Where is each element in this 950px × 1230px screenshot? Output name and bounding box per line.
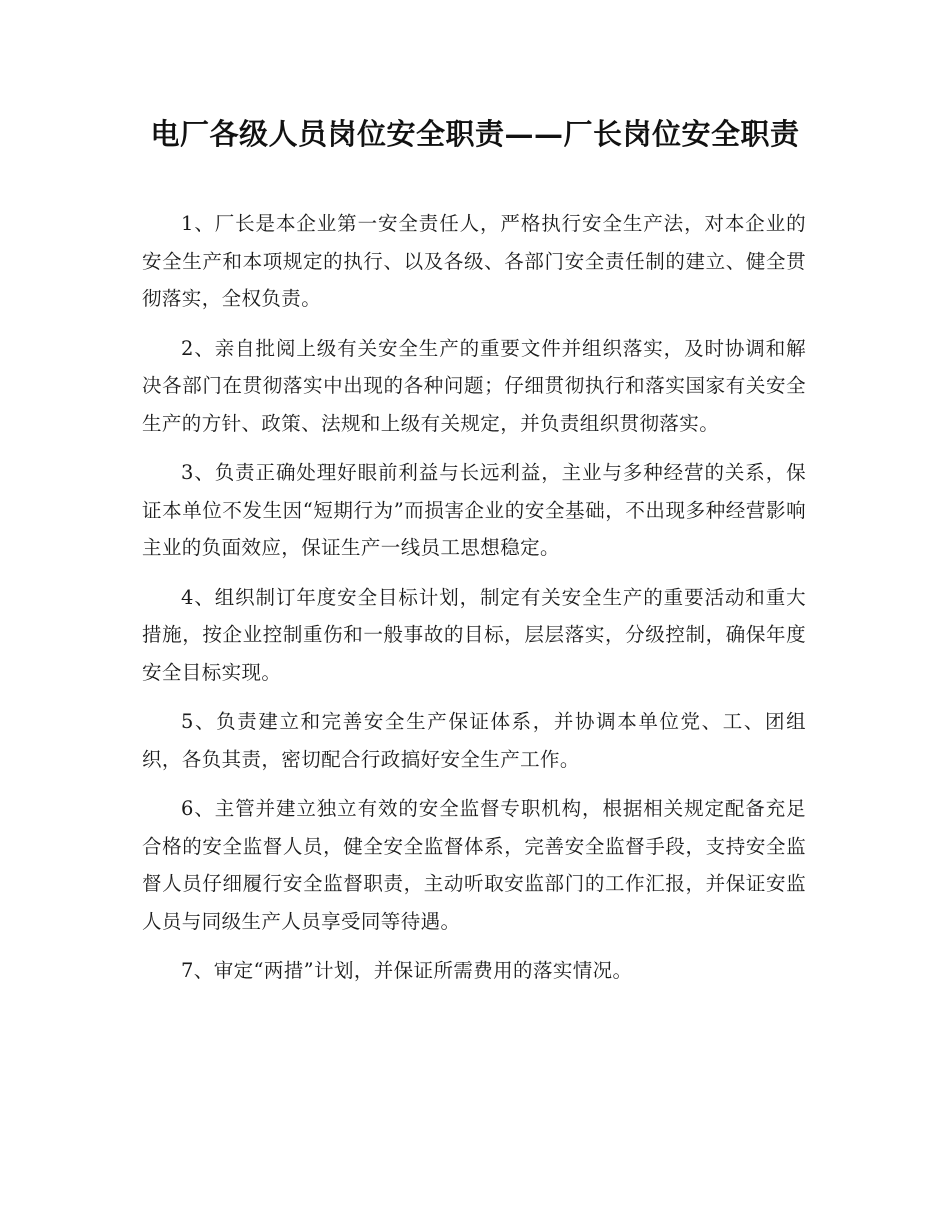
paragraph-2: 2、亲自批阅上级有关安全生产的重要文件并组织落实，及时协调和解决各部门在贯彻落实中出现的各种问题；仔细贯彻执行和落实国家有关安全生产的方针、政策、法规和上级有关规定，并负责组织贯彻落实。 — [142, 336, 806, 435]
paragraph-6: 6、主管并建立独立有效的安全监督专职机构，根据相关规定配备充足合格的安全监督人员，健全安全监督体系，完善安全监督手段，支持安全监督人员仔细履行安全监督职责，主动听取安监部门的工作汇报，并保证安监人员与同级生产人员享受同等待遇。 — [142, 797, 806, 933]
document-title: 电厂各级人员岗位安全职责——厂长岗位安全职责 — [150, 117, 800, 151]
paragraph-5: 5、负责建立和完善安全生产保证体系，并协调本单位党、工、团组织，各负其责，密切配合行政搞好安全生产工作。 — [142, 710, 806, 771]
paragraph-4: 4、组织制订年度安全目标计划，制定有关安全生产的重要活动和重大措施，按企业控制重伤和一般事故的目标，层层落实，分级控制，确保年度安全目标实现。 — [142, 585, 806, 684]
paragraph-1: 1、厂长是本企业第一安全责任人，严格执行安全生产法，对本企业的安全生产和本项规定的执行、以及各级、各部门安全责任制的建立、健全贯彻落实，全权负责。 — [142, 212, 806, 310]
document-body — [142, 205, 806, 1002]
paragraph-3: 3、负责正确处理好眼前利益与长远利益，主业与多种经营的关系，保证本单位不发生因“短期行为”而损害企业的安全基础，不出现多种经营影响主业的负面效应，保证生产一线员工思想稳定。 — [142, 461, 806, 559]
paragraph-7: 7、审定“两措”计划，并保证所需费用的落实情况。 — [181, 959, 633, 982]
